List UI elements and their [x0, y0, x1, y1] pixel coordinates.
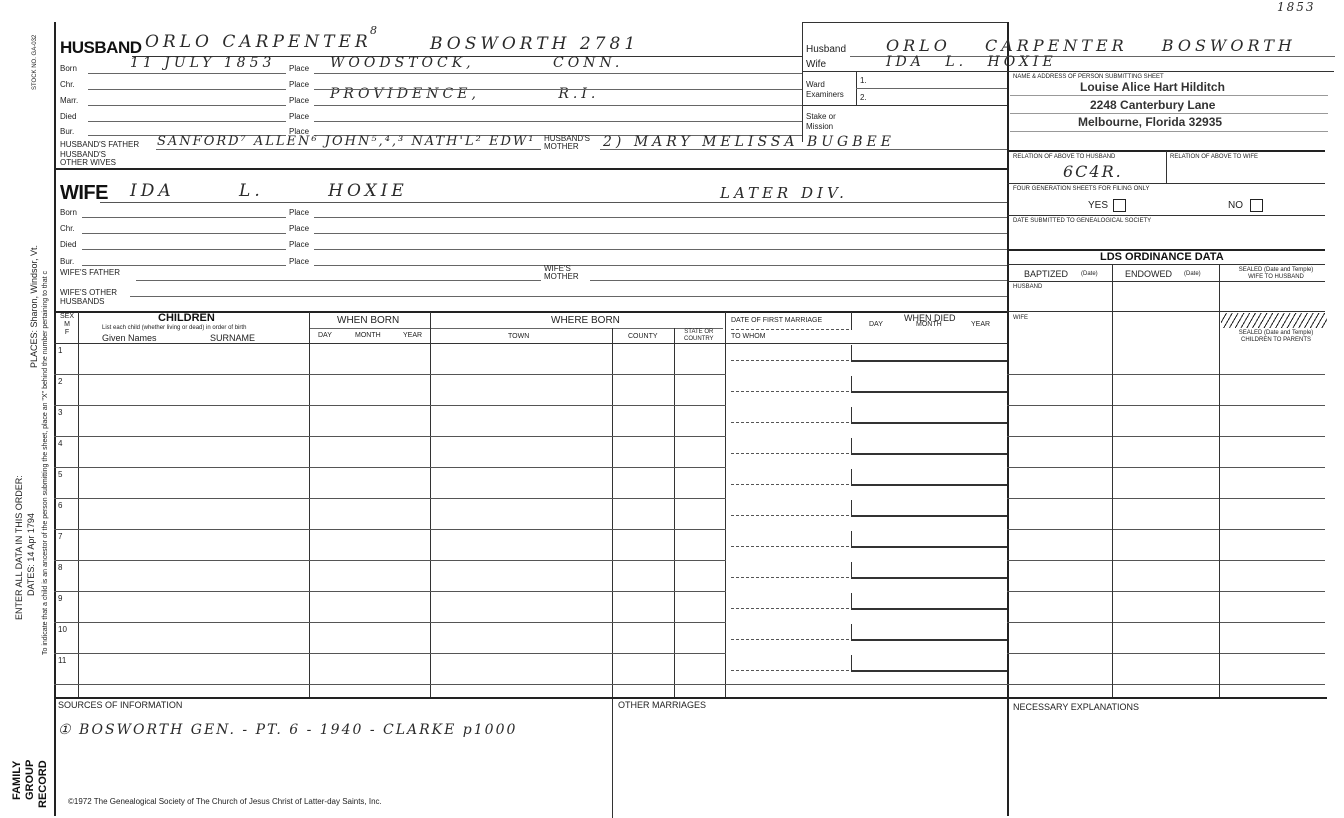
no-checkbox[interactable]: [1250, 199, 1263, 212]
col-line: [851, 312, 852, 330]
state-header-1: STATE OR: [684, 329, 714, 335]
mission-label: Mission: [806, 122, 834, 131]
child-row-number: 4: [58, 439, 63, 448]
top-divider: [802, 22, 803, 142]
wife-chr-label: Chr.: [60, 224, 75, 233]
wife-died-place-label: Place: [289, 240, 310, 249]
when-died-header: WHEN DIED: [904, 313, 956, 323]
sealed-children-header: [1224, 330, 1328, 344]
husband-born-date[interactable]: 11 JULY 1853: [130, 55, 276, 71]
relation-wife-label: RELATION OF ABOVE TO WIFE: [1170, 154, 1259, 160]
children-header: CHILDREN: [158, 312, 215, 324]
family-group-label-3: RECORD: [37, 760, 49, 808]
line: [1007, 281, 1325, 282]
dates-instruction: DATES: 14 Apr 1794: [26, 513, 36, 596]
lds-row-line: [1007, 684, 1325, 685]
lds-row-line: [1007, 436, 1325, 437]
wife-died-label: Died: [60, 240, 77, 249]
husband-bur-label: Bur.: [60, 127, 75, 136]
lds-row-line: [1007, 498, 1325, 499]
top-border: [802, 22, 1007, 23]
child-row[interactable]: [54, 405, 726, 406]
col-line: [674, 328, 675, 697]
relation-husband-label: RELATION OF ABOVE TO HUSBAND: [1013, 154, 1116, 160]
husband-died-label: Died: [60, 112, 77, 121]
marriage-dash-line: [731, 546, 849, 547]
wife-other-husbands-label: [60, 288, 117, 306]
wife-chr-place-label: Place: [289, 224, 310, 233]
sealed-wife-1: SEALED (Date and Temple): [1238, 267, 1314, 273]
marriage-dash-line: [731, 670, 849, 671]
when-born-header: WHEN BORN: [337, 315, 400, 326]
child-row[interactable]: [54, 467, 726, 468]
state-header-2: COUNTRY: [684, 336, 714, 342]
child-row[interactable]: [54, 498, 726, 499]
yes-checkbox[interactable]: [1113, 199, 1126, 212]
wife-top-value[interactable]: IDA L. HOXIE: [886, 54, 1057, 70]
line: [600, 149, 1007, 150]
husband-chr-place-label: Place: [289, 80, 310, 89]
husband-other-wives-label: [60, 151, 116, 167]
wife-name-line: [100, 202, 1007, 203]
lds-row-line: [1007, 374, 1325, 375]
husband-born-place-label: Place: [289, 64, 310, 73]
baptized-date-label: (Date): [1081, 271, 1098, 277]
line: [1010, 95, 1328, 96]
no-label: NO: [1228, 200, 1243, 211]
date-submitted-label: DATE SUBMITTED TO GENEALOGICAL SOCIETY: [1013, 218, 1152, 224]
dash-line: [731, 329, 849, 330]
wife-other-husbands-2: HUSBANDS: [60, 297, 105, 306]
child-row[interactable]: [54, 591, 726, 592]
husband-father[interactable]: SANFORD⁷ ALLEN⁶ JOHN⁵,⁴,³ NATH'L² EDW¹: [157, 134, 536, 149]
hatched-block: [1221, 313, 1327, 328]
when-died-cell[interactable]: [851, 376, 1007, 393]
child-row[interactable]: [54, 436, 726, 437]
wife-born-label: Born: [60, 208, 77, 217]
when-died-cell[interactable]: [851, 562, 1007, 579]
line: [314, 105, 802, 106]
wife-other-husbands-1: WIFE'S OTHER: [60, 288, 118, 297]
line: [1010, 131, 1328, 132]
line: [1007, 264, 1325, 265]
lds-row-line: [1007, 622, 1325, 623]
wife-mother-label-1: WIFE'S: [544, 264, 571, 273]
when-died-cell[interactable]: [851, 345, 1007, 362]
relation-husband-value[interactable]: 6C4R.: [1063, 162, 1123, 181]
where-born-header: WHERE BORN: [551, 315, 620, 326]
copyright: ©1972 The Genealogical Society of The Church of Jesus Christ of Latter-day Saints, Inc.: [68, 797, 382, 806]
submitter-name: Louise Alice Hart Hilditch: [1080, 80, 1225, 94]
examiner-2: 2.: [860, 93, 867, 102]
child-row-number: 11: [58, 656, 67, 665]
section-divider: [54, 168, 1007, 170]
sex-header-1: SEX: [59, 313, 74, 320]
line: [314, 233, 1007, 234]
town-header: TOWN: [508, 333, 530, 340]
husband-surname-extra[interactable]: BOSWORTH 2781: [430, 34, 640, 54]
husband-other-wives-2: OTHER WIVES: [60, 158, 117, 167]
husband-mother[interactable]: 2) MARY MELISSA BUGBEE: [603, 134, 895, 150]
child-row-number: 8: [58, 563, 63, 572]
ward-label: Ward: [806, 80, 825, 89]
lds-row-line: [1007, 560, 1325, 561]
line: [856, 88, 1007, 89]
line: [88, 121, 286, 122]
child-row-number: 7: [58, 532, 63, 541]
lds-row-line: [1007, 405, 1325, 406]
husband-born-label: Born: [60, 64, 77, 73]
year-note: 1853: [1277, 0, 1316, 14]
husband-name[interactable]: ORLO CARPENTER: [145, 32, 372, 52]
when-died-cell[interactable]: [851, 438, 1007, 455]
stock-number: STOCK NO. GA-032: [32, 34, 38, 90]
child-row-number: 2: [58, 377, 63, 386]
sealed-wife-header: [1224, 267, 1328, 281]
line: [314, 89, 802, 90]
marriage-dash-line: [731, 360, 849, 361]
husband-marr-place[interactable]: PROVIDENCE, R.I.: [330, 86, 600, 102]
wife-name[interactable]: IDA L. HOXIE: [130, 181, 408, 201]
other-marriages-label: OTHER MARRIAGES: [618, 700, 707, 710]
wife-title: WIFE: [60, 182, 108, 204]
husband-marr-place-label: Place: [289, 96, 310, 105]
four-gen-label: FOUR GENERATION SHEETS FOR FILING ONLY: [1013, 186, 1150, 192]
child-row-number: 6: [58, 501, 63, 510]
col-line: [430, 312, 431, 697]
when-died-cell[interactable]: [851, 655, 1007, 672]
child-row[interactable]: [54, 653, 726, 654]
col-line: [78, 312, 79, 697]
line: [82, 233, 286, 234]
enter-data-instruction: ENTER ALL DATA IN THIS ORDER:: [14, 475, 24, 620]
lds-title: LDS ORDINANCE DATA: [1100, 251, 1224, 263]
marriage-dash-line: [731, 484, 849, 485]
wife-bur-place-label: Place: [289, 257, 310, 266]
col-line: [309, 312, 310, 697]
family-group-label-2: GROUP: [24, 759, 36, 800]
marriage-dash-line: [731, 515, 849, 516]
child-row[interactable]: [54, 529, 726, 530]
line: [82, 217, 286, 218]
husband-chr-label: Chr.: [60, 80, 75, 89]
line: [310, 328, 723, 329]
child-row[interactable]: [54, 374, 726, 375]
child-row-number: 3: [58, 408, 63, 417]
submitter-label: NAME & ADDRESS OF PERSON SUBMITTING SHEET: [1013, 74, 1164, 80]
when-died-cell[interactable]: [851, 531, 1007, 548]
when-died-cell[interactable]: [851, 407, 1007, 424]
lds-row-line: [1007, 529, 1325, 530]
footer-top: [54, 697, 1327, 699]
lds-row-line: [1007, 591, 1325, 592]
sex-header-3: F: [64, 329, 70, 336]
line: [1007, 215, 1325, 216]
line: [1010, 113, 1328, 114]
sex-header: [58, 313, 76, 337]
wife-father-label: WIFE'S FATHER: [60, 268, 121, 277]
died-month-header: MONTH: [916, 321, 942, 328]
child-row-number: 10: [58, 625, 67, 634]
family-group-label: FAMILY: [11, 760, 23, 800]
sealed-children-1: SEALED (Date and Temple): [1238, 330, 1314, 336]
sex-header-2: M: [64, 321, 70, 328]
wife-top-label: Wife: [806, 59, 826, 70]
line: [88, 105, 286, 106]
sealed-children-2: CHILDREN TO PARENTS: [1240, 337, 1311, 343]
husband-title: HUSBAND: [60, 38, 142, 57]
wife-mother-label: [544, 265, 579, 281]
child-row[interactable]: [54, 684, 1007, 685]
marriage-dash-line: [731, 391, 849, 392]
wife-bur-label: Bur.: [60, 257, 75, 266]
husband-mother-label-2: MOTHER: [544, 142, 579, 151]
state-header: [684, 329, 714, 343]
col-line: [612, 328, 613, 818]
children-note: List each child (whether living or dead) in order of birth: [102, 325, 247, 331]
col-line: [1166, 151, 1167, 183]
examiner-1: 1.: [860, 76, 867, 85]
line: [1007, 311, 1325, 312]
line: [314, 249, 1007, 250]
line: [88, 73, 286, 74]
children-header-bottom: [54, 343, 1007, 344]
child-row-number: 5: [58, 470, 63, 479]
child-row-number: 9: [58, 594, 63, 603]
line: [156, 149, 541, 150]
lds-row-line: [1007, 653, 1325, 654]
lds-wife-row: WIFE: [1013, 315, 1028, 321]
born-year-header: YEAR: [403, 332, 423, 339]
sources-value[interactable]: ① BOSWORTH GEN. - PT. 6 - 1940 - CLARKE p1000: [58, 722, 518, 738]
line: [802, 105, 1007, 106]
endowed-header: ENDOWED: [1125, 269, 1172, 279]
husband-mother-label-1: HUSBAND'S: [544, 134, 590, 143]
line: [314, 217, 1007, 218]
when-died-cell[interactable]: [851, 500, 1007, 517]
necessary-explanations-label: NECESSARY EXPLANATIONS: [1013, 702, 1140, 712]
child-row[interactable]: [54, 622, 726, 623]
child-row[interactable]: [54, 560, 726, 561]
line: [802, 71, 1334, 72]
to-whom-header: TO WHOM: [731, 333, 766, 340]
husband-born-place[interactable]: WOODSTOCK, CONN.: [330, 55, 624, 71]
line: [136, 280, 541, 281]
line: [314, 265, 1007, 266]
husband-top-label: Husband: [806, 44, 847, 55]
child-row-number: 1: [58, 346, 63, 355]
line: [314, 121, 802, 122]
county-header: COUNTY: [628, 333, 658, 340]
line: [82, 249, 286, 250]
when-died-cell[interactable]: [851, 469, 1007, 486]
submitter-city: Melbourne, Florida 32935: [1078, 115, 1223, 129]
husband-died-place-label: Place: [289, 112, 310, 121]
marriage-dash-line: [731, 639, 849, 640]
lds-row-line: [1007, 467, 1325, 468]
endowed-date-label: (Date): [1184, 271, 1201, 277]
examiners-label: Examiners: [806, 90, 844, 99]
first-marriage-header: DATE OF FIRST MARRIAGE: [731, 317, 823, 324]
places-instruction: PLACES: Sharon, Windsor, Vt.: [29, 244, 39, 368]
col-line: [725, 312, 726, 697]
col-line: [1219, 265, 1220, 697]
line: [130, 296, 1007, 297]
husband-name-superscript: 8: [370, 24, 381, 37]
lds-husband-row: HUSBAND: [1013, 284, 1043, 290]
yes-label: YES: [1088, 200, 1109, 211]
sealed-wife-2: WIFE TO HUSBAND: [1248, 274, 1304, 280]
line: [314, 73, 802, 74]
when-died-cell[interactable]: [851, 593, 1007, 610]
husband-marr-label: Marr.: [60, 96, 79, 105]
husband-mother-label: [544, 135, 590, 151]
marriage-dash-line: [731, 453, 849, 454]
born-month-header: MONTH: [355, 332, 381, 339]
sources-label: SOURCES OF INFORMATION: [58, 700, 183, 710]
died-year-header: YEAR: [971, 321, 991, 328]
marriage-dash-line: [731, 422, 849, 423]
marriage-dash-line: [731, 608, 849, 609]
baptized-header: BAPTIZED: [1024, 269, 1069, 279]
wife-mother-label-2: MOTHER: [544, 272, 579, 281]
stake-label: Stake or: [806, 112, 836, 121]
line: [88, 89, 286, 90]
died-day-header: DAY: [869, 321, 883, 328]
col-line: [1112, 265, 1113, 697]
line: [590, 280, 1007, 281]
line: [82, 265, 286, 266]
husband-other-wives-1: HUSBAND'S: [60, 150, 106, 159]
submitter-street: 2248 Canterbury Lane: [1090, 98, 1216, 112]
when-died-cell[interactable]: [851, 624, 1007, 641]
wife-born-place-label: Place: [289, 208, 310, 217]
husband-father-label: HUSBAND'S FATHER: [60, 140, 140, 149]
ancestor-instruction: To indicate that a child is an ancestor of the person submitting the sheet, place an "X" behind the number pertaining to that c: [42, 271, 49, 655]
husband-top-value[interactable]: ORLO CARPENTER BOSWORTH: [886, 36, 1296, 55]
born-day-header: DAY: [318, 332, 332, 339]
line: [1007, 183, 1325, 184]
wife-note[interactable]: LATER DIV.: [720, 184, 848, 202]
marriage-dash-line: [731, 577, 849, 578]
husband-bur-place-label: Place: [289, 127, 310, 136]
given-names-header: Given Names: [102, 333, 157, 343]
surname-header: SURNAME: [210, 333, 256, 343]
